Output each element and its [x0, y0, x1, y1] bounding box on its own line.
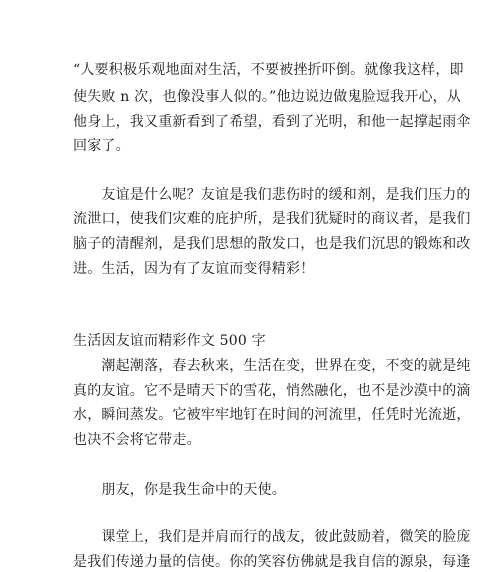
text-line: 也决不会将它带走。	[73, 432, 201, 448]
text-line: 他身上，我又重新看到了希望，看到了光明，和他一起撑起雨伞	[73, 114, 471, 130]
text-line: 回家了。	[73, 138, 130, 154]
text-line: 水，瞬间蒸发。它被牢牢地钉在时间的河流里，任凭时光流逝，	[73, 407, 471, 423]
text-line: “人要积极乐观地面对生活，不要被挫折吓倒。就像我这样，即	[73, 62, 464, 78]
text-line: 使失败 n 次，也像没事人似的。”他边说边做鬼脸逗我开心，从	[73, 89, 462, 105]
section-title: 生活因友谊而精彩作文 500 字	[73, 333, 266, 349]
text-line: 真的友谊。它不是晴天下的雪花，悄然融化，也不是沙漠中的滴	[73, 383, 471, 399]
text-line: 友谊是什么呢？友谊是我们悲伤时的缓和剂，是我们压力的	[73, 187, 471, 203]
text-line: 课堂上，我们是并肩而行的战友，彼此鼓励着，微笑的脸庞	[73, 529, 471, 545]
text-line: 潮起潮落，春去秋来，生活在变，世界在变，不变的就是纯	[73, 358, 471, 374]
text-line: 流泄口，使我们灾难的庇护所，是我们犹疑时的商议者，是我们	[73, 211, 471, 227]
text-line: 进。生活，因为有了友谊而变得精彩！	[73, 261, 315, 277]
text-line: 朋友，你是我生命中的天使。	[73, 482, 286, 498]
text-line: 是我们传递力量的信使。你的笑容仿佛就是我自信的源泉，每逢	[73, 554, 471, 570]
text-line: 脑子的清醒剂，是我们思想的散发口，也是我们沉思的锻炼和改	[73, 236, 471, 252]
